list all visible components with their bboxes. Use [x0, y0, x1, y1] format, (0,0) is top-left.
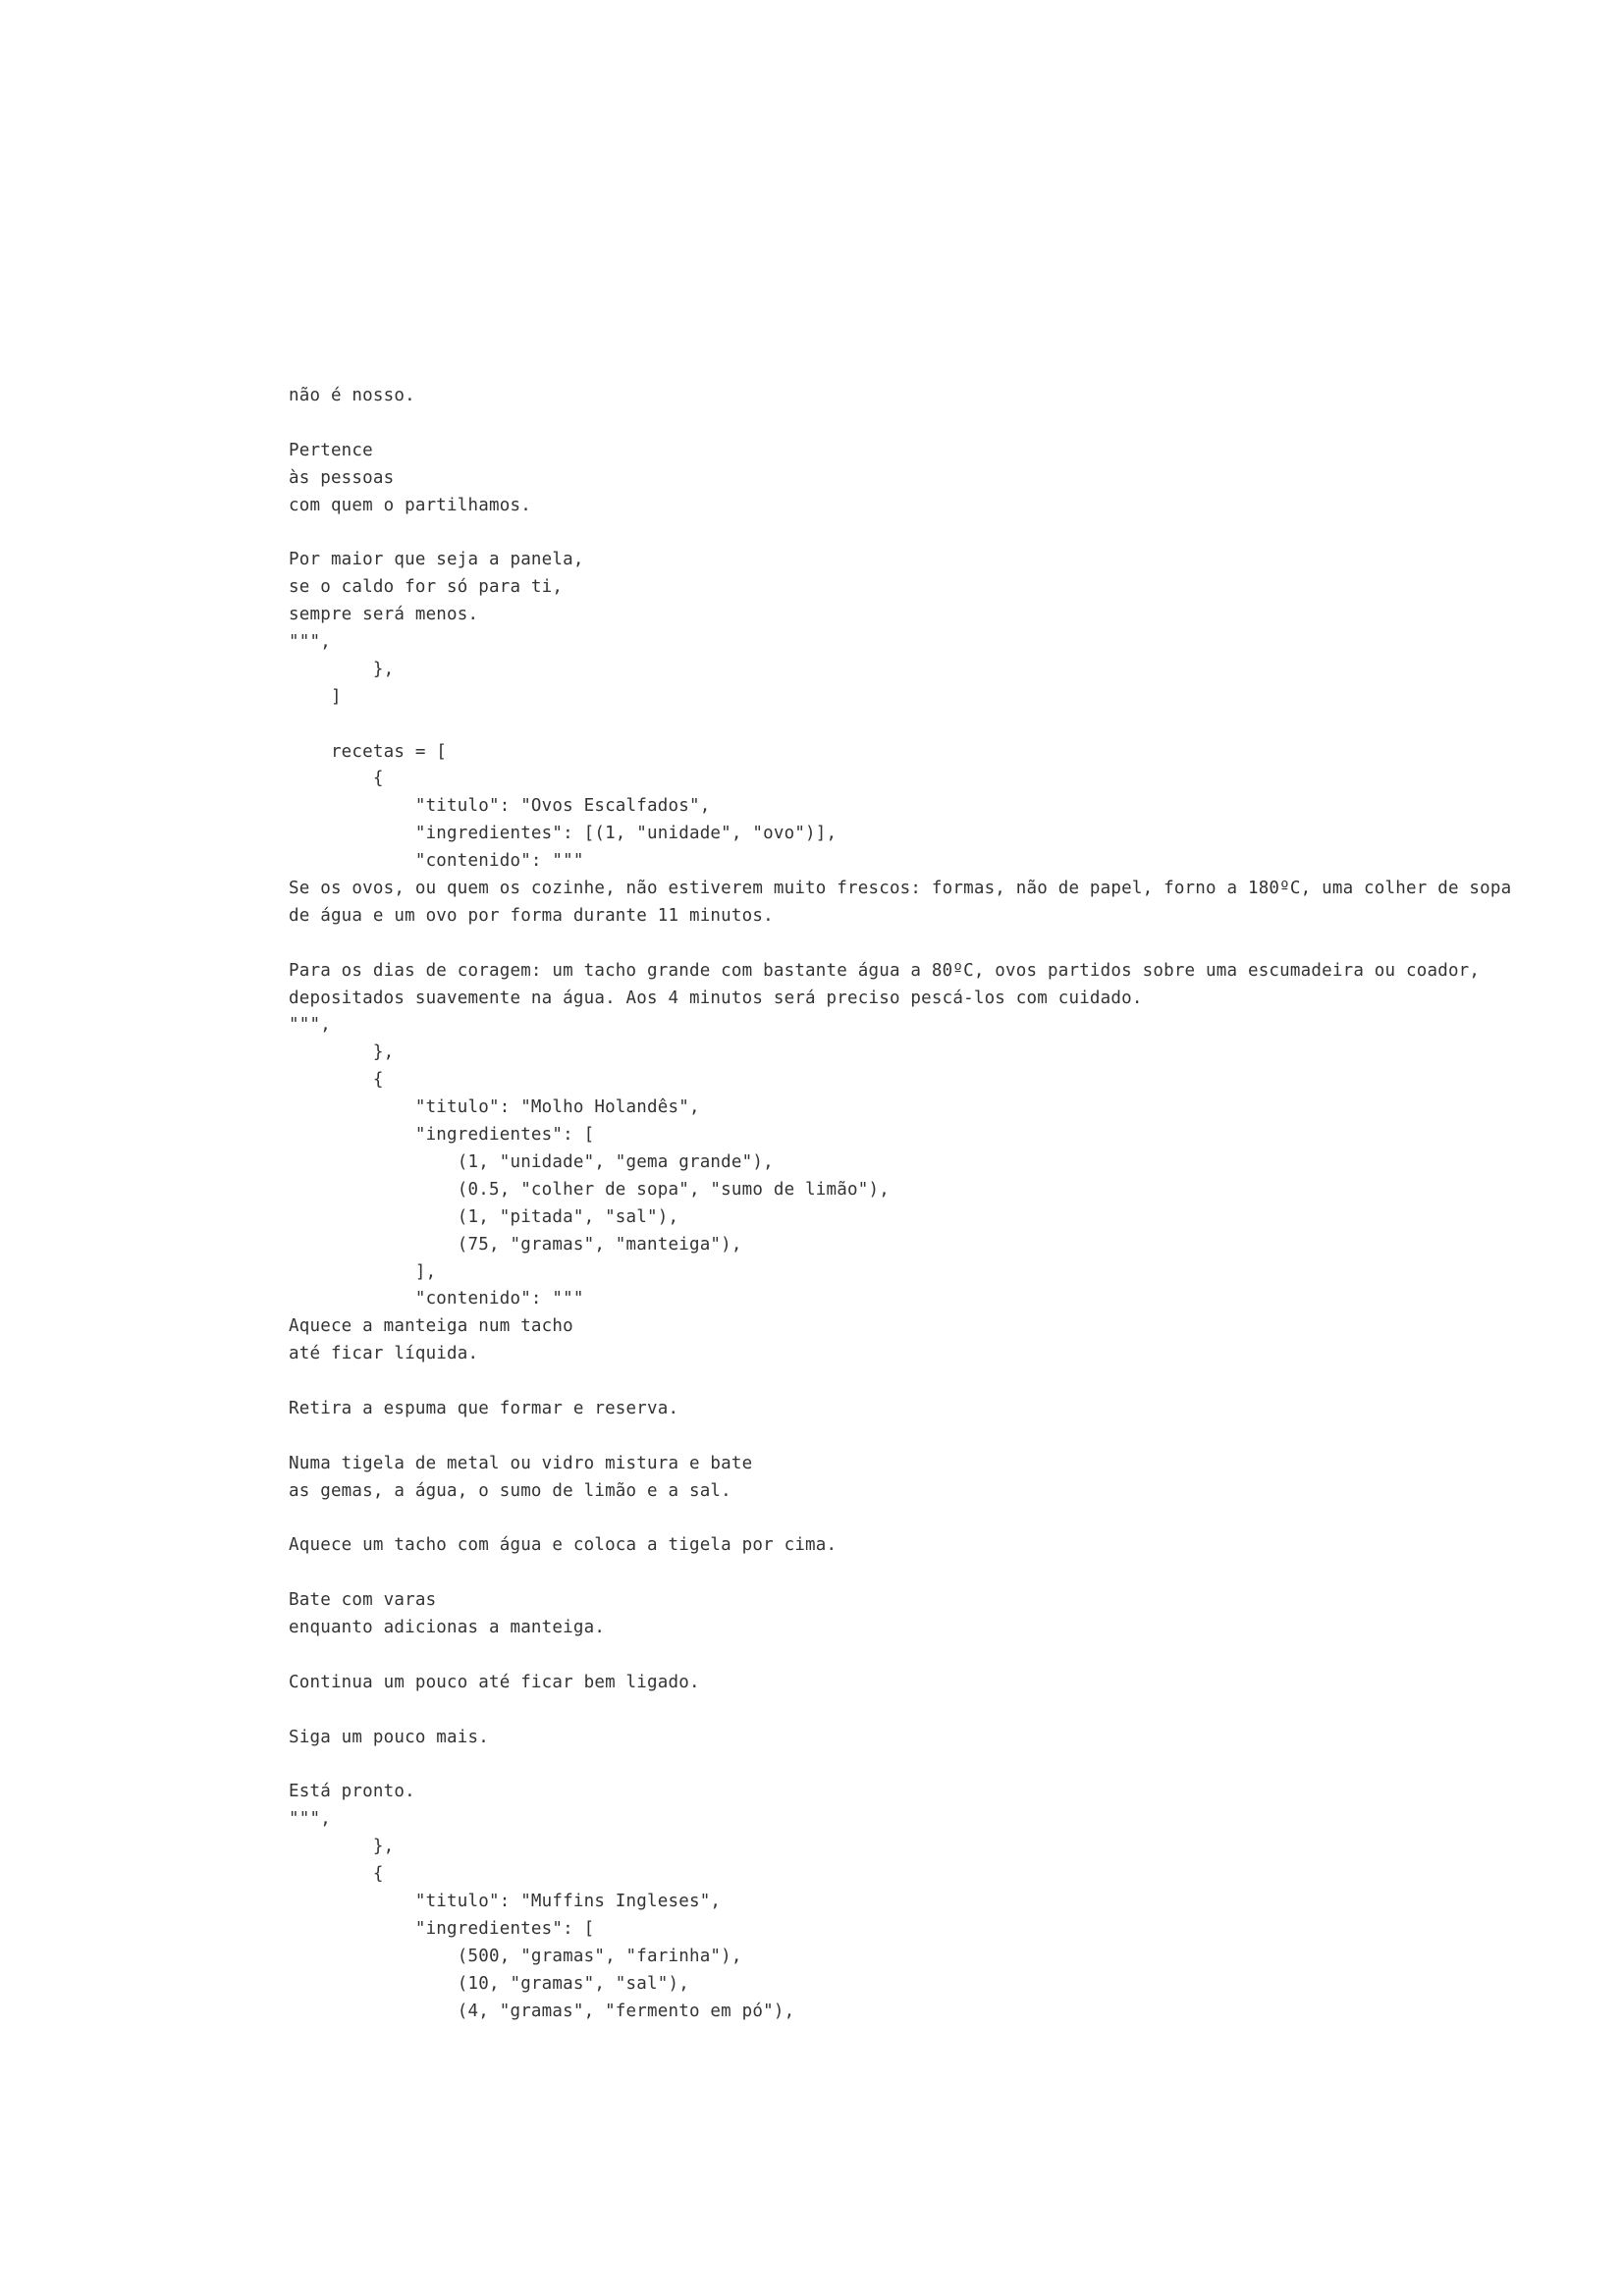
- code-line: (500, "gramas", "farinha"),: [289, 1946, 742, 1966]
- code-line: Por maior que seja a panela,: [289, 550, 584, 570]
- code-line: Para os dias de coragem: um tacho grande com bastante água a 80ºC, ovos partidos sobre uma escumadeira ou coador,: [289, 960, 1481, 981]
- blank-line: [289, 410, 1565, 438]
- blank-line: [289, 1752, 1565, 1780]
- code-line: Aquece a manteiga num tacho: [289, 1316, 573, 1337]
- code-line: },: [289, 659, 395, 679]
- blank-line: [289, 519, 1565, 547]
- code-line: Siga um pouco mais.: [289, 1727, 489, 1747]
- code-line: "contenido": """: [289, 1289, 584, 1309]
- code-line: "ingredientes": [: [289, 1918, 595, 1939]
- code-line: "contenido": """: [289, 851, 584, 872]
- blank-line: [289, 1697, 1565, 1725]
- code-line: Retira a espuma que formar e reserva.: [289, 1398, 679, 1418]
- code-line: },: [289, 1837, 395, 1857]
- code-line: "titulo": "Ovos Escalfados",: [289, 796, 711, 817]
- code-line: },: [289, 1042, 395, 1063]
- code-line: (10, "gramas", "sal"),: [289, 1973, 689, 1994]
- code-line: de água e um ovo por forma durante 11 minutos.: [289, 905, 774, 926]
- code-line: Numa tigela de metal ou vidro mistura e bate: [289, 1453, 753, 1473]
- code-line: Aquece um tacho com água e coloca a tigela por cima.: [289, 1535, 838, 1556]
- code-line: {: [289, 1864, 384, 1885]
- code-line: Continua um pouco até ficar bem ligado.: [289, 1672, 700, 1692]
- code-line: sempre será menos.: [289, 605, 479, 625]
- code-line: Pertence: [289, 440, 373, 460]
- blank-line: [289, 931, 1565, 958]
- code-line: (0.5, "colher de sopa", "sumo de limão"),: [289, 1179, 890, 1200]
- code-line: (1, "pitada", "sal"),: [289, 1206, 679, 1227]
- code-line: recetas = [: [289, 741, 448, 762]
- code-line: """,: [289, 1809, 331, 1830]
- blank-line: [289, 712, 1565, 739]
- code-line: as gemas, a água, o sumo de limão e a sal.: [289, 1480, 731, 1501]
- code-line: Está pronto.: [289, 1782, 415, 1802]
- blank-line: [289, 1368, 1565, 1396]
- code-line: até ficar líquida.: [289, 1344, 479, 1364]
- code-line: Bate com varas: [289, 1590, 437, 1611]
- code-line: (1, "unidade", "gema grande"),: [289, 1151, 774, 1172]
- code-line: (4, "gramas", "fermento em pó"),: [289, 2001, 795, 2021]
- blank-line: [289, 1423, 1565, 1451]
- code-line: às pessoas: [289, 467, 395, 488]
- code-line: {: [289, 1070, 384, 1091]
- code-line: "titulo": "Muffins Ingleses",: [289, 1891, 722, 1911]
- code-line: "ingredientes": [(1, "unidade", "ovo")],: [289, 824, 838, 844]
- code-line: """,: [289, 632, 331, 653]
- code-line: se o caldo for só para ti,: [289, 577, 564, 598]
- code-line: ]: [289, 686, 342, 707]
- code-line: com quem o partilhamos.: [289, 495, 531, 515]
- code-line: """,: [289, 1015, 331, 1036]
- code-line: ],: [289, 1261, 437, 1282]
- code-line: Se os ovos, ou quem os cozinhe, não estiverem muito frescos: formas, não de papel, forno a 180ºC, uma colher de sopa: [289, 879, 1512, 899]
- code-listing: [289, 383, 1565, 2025]
- code-line: "ingredientes": [: [289, 1125, 595, 1146]
- blank-line: [289, 1642, 1565, 1670]
- code-line: "titulo": "Molho Holandês",: [289, 1097, 700, 1118]
- blank-line: [289, 1506, 1565, 1533]
- blank-line: [289, 1560, 1565, 1587]
- code-line: {: [289, 769, 384, 789]
- code-line: depositados suavemente na água. Aos 4 minutos será preciso pescá-los com cuidado.: [289, 988, 1143, 1008]
- code-line: enquanto adicionas a manteiga.: [289, 1618, 606, 1638]
- code-line: (75, "gramas", "manteiga"),: [289, 1234, 742, 1255]
- code-line: não é nosso.: [289, 386, 415, 405]
